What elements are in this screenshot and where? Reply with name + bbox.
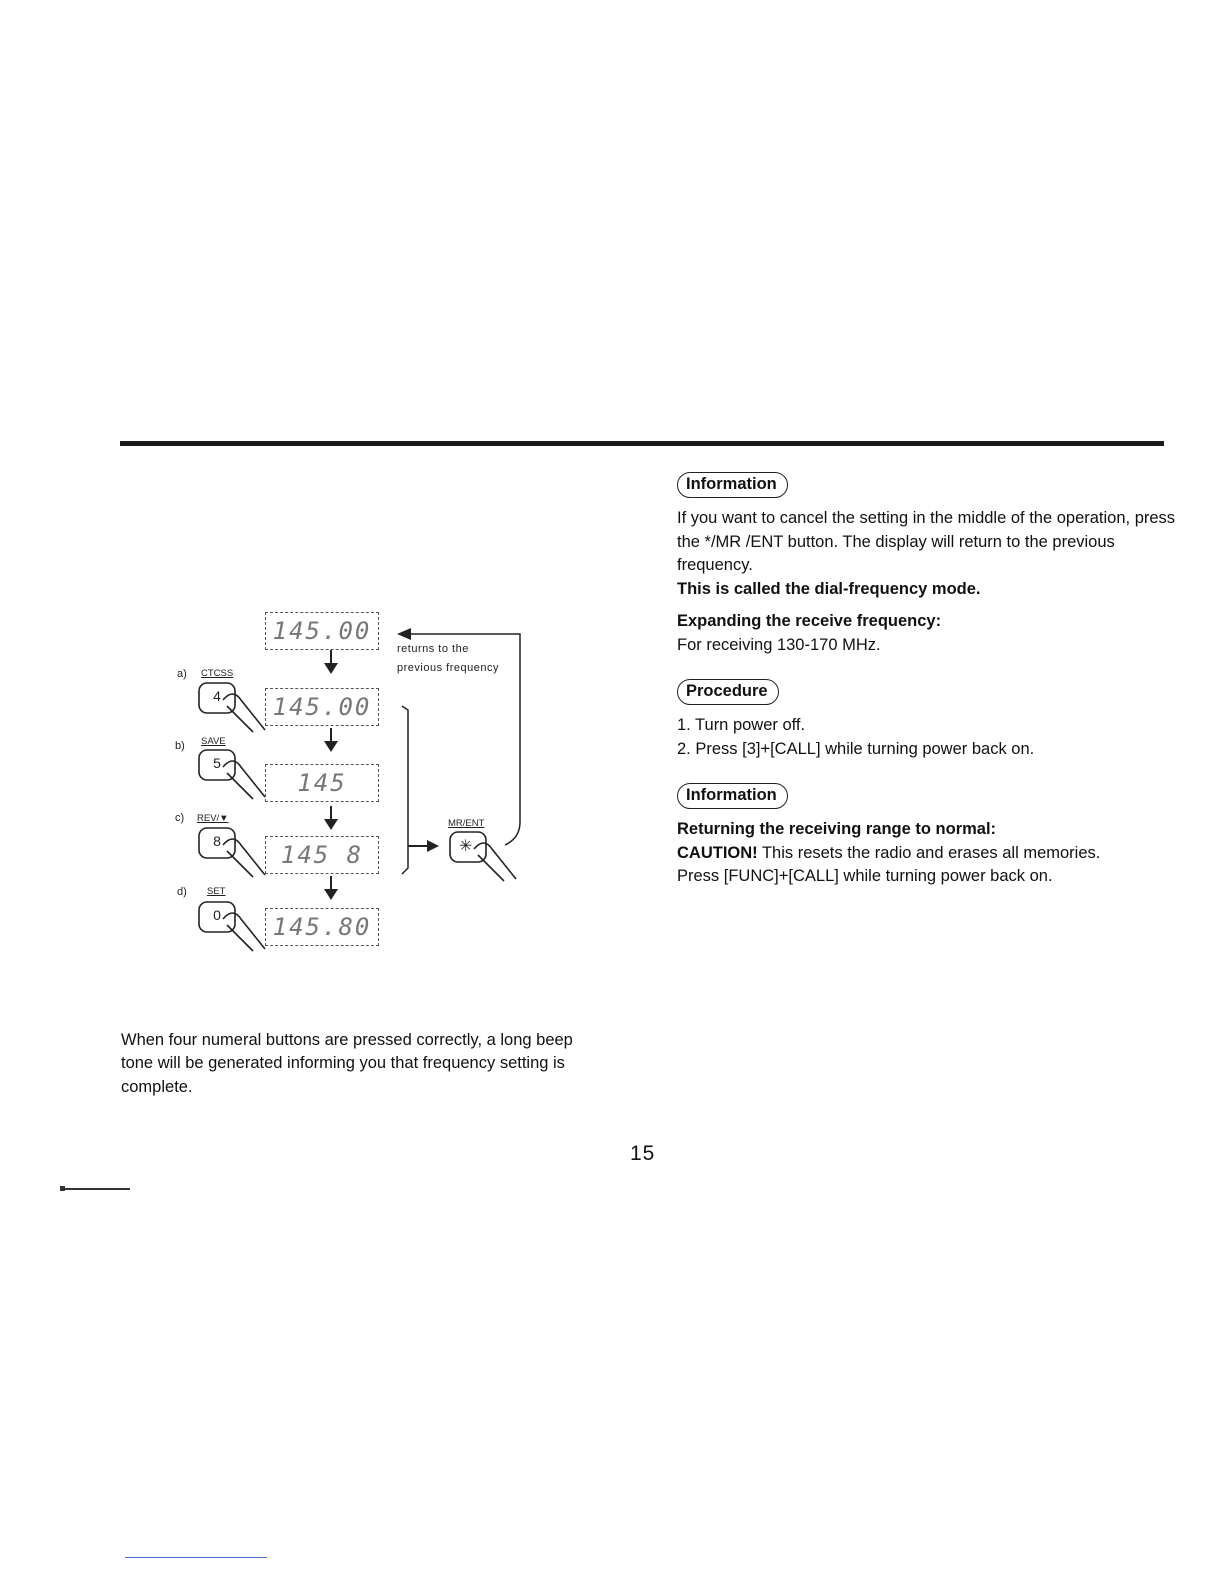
display-step-a: 145.00: [265, 688, 379, 726]
right-column: [677, 472, 1177, 889]
return-note: [397, 640, 499, 678]
information-label: Information: [677, 472, 788, 498]
key-5: 5: [213, 755, 221, 771]
step-a-letter: a): [177, 668, 187, 680]
footer-line: [125, 1557, 267, 1558]
caution-body: This resets the radio and erases all memories.: [757, 843, 1101, 862]
cancel-instruction: If you want to cancel the setting in the middle of the operation, press the */MR /ENT button. The display will return to the previous frequency.: [677, 509, 1176, 574]
top-rule: [120, 441, 1164, 446]
page-number: 15: [630, 1142, 656, 1165]
display-step-d: 145.80: [265, 908, 379, 946]
step-d-letter: d): [177, 886, 187, 898]
step-b-letter: b): [175, 740, 185, 752]
caution-text: [677, 842, 1177, 866]
display-initial: 145.00: [265, 612, 379, 650]
caution-label: CAUTION!: [677, 843, 758, 862]
crop-mark: [60, 1188, 130, 1190]
dial-frequency-note: This is called the dial-frequency mode.: [677, 579, 981, 598]
key-4: 4: [213, 688, 221, 704]
asterisk-key-icon: ✳: [459, 838, 473, 855]
procedure-step-2: 2. Press [3]+[CALL] while turning power back on.: [677, 739, 1035, 758]
procedure-label: Procedure: [677, 679, 779, 705]
display-step-b: 145: [265, 764, 379, 802]
information-label-2: Information: [677, 783, 788, 809]
expand-text: For receiving 130-170 MHz.: [677, 635, 881, 654]
save-key-label: SAVE: [201, 736, 226, 747]
display-step-c: 145 8: [265, 836, 379, 874]
return-heading: Returning the receiving range to normal:: [677, 820, 997, 838]
key-0: 0: [213, 907, 221, 923]
key-8: 8: [213, 833, 221, 849]
set-key-label: SET: [207, 886, 226, 897]
procedure-step-1: 1. Turn power off.: [677, 716, 806, 734]
frequency-entry-diagram: [165, 600, 545, 960]
rev-key-label: REV/▼: [197, 813, 229, 824]
mr-ent-label: MR/ENT: [448, 818, 485, 829]
return-note-line-2: previous frequency: [397, 662, 499, 674]
return-note-line-1: returns to the: [397, 643, 469, 655]
ctcss-key-label: CTCSS: [201, 668, 234, 679]
step-c-letter: c): [175, 812, 185, 824]
reset-instruction: Press [FUNC]+[CALL] while turning power back on.: [677, 867, 1053, 885]
expand-heading: Expanding the receive frequency:: [677, 612, 942, 630]
beep-tone-paragraph: When four numeral buttons are pressed correctly, a long beep tone will be generated informing you that frequency setting is complete.: [121, 1030, 573, 1096]
